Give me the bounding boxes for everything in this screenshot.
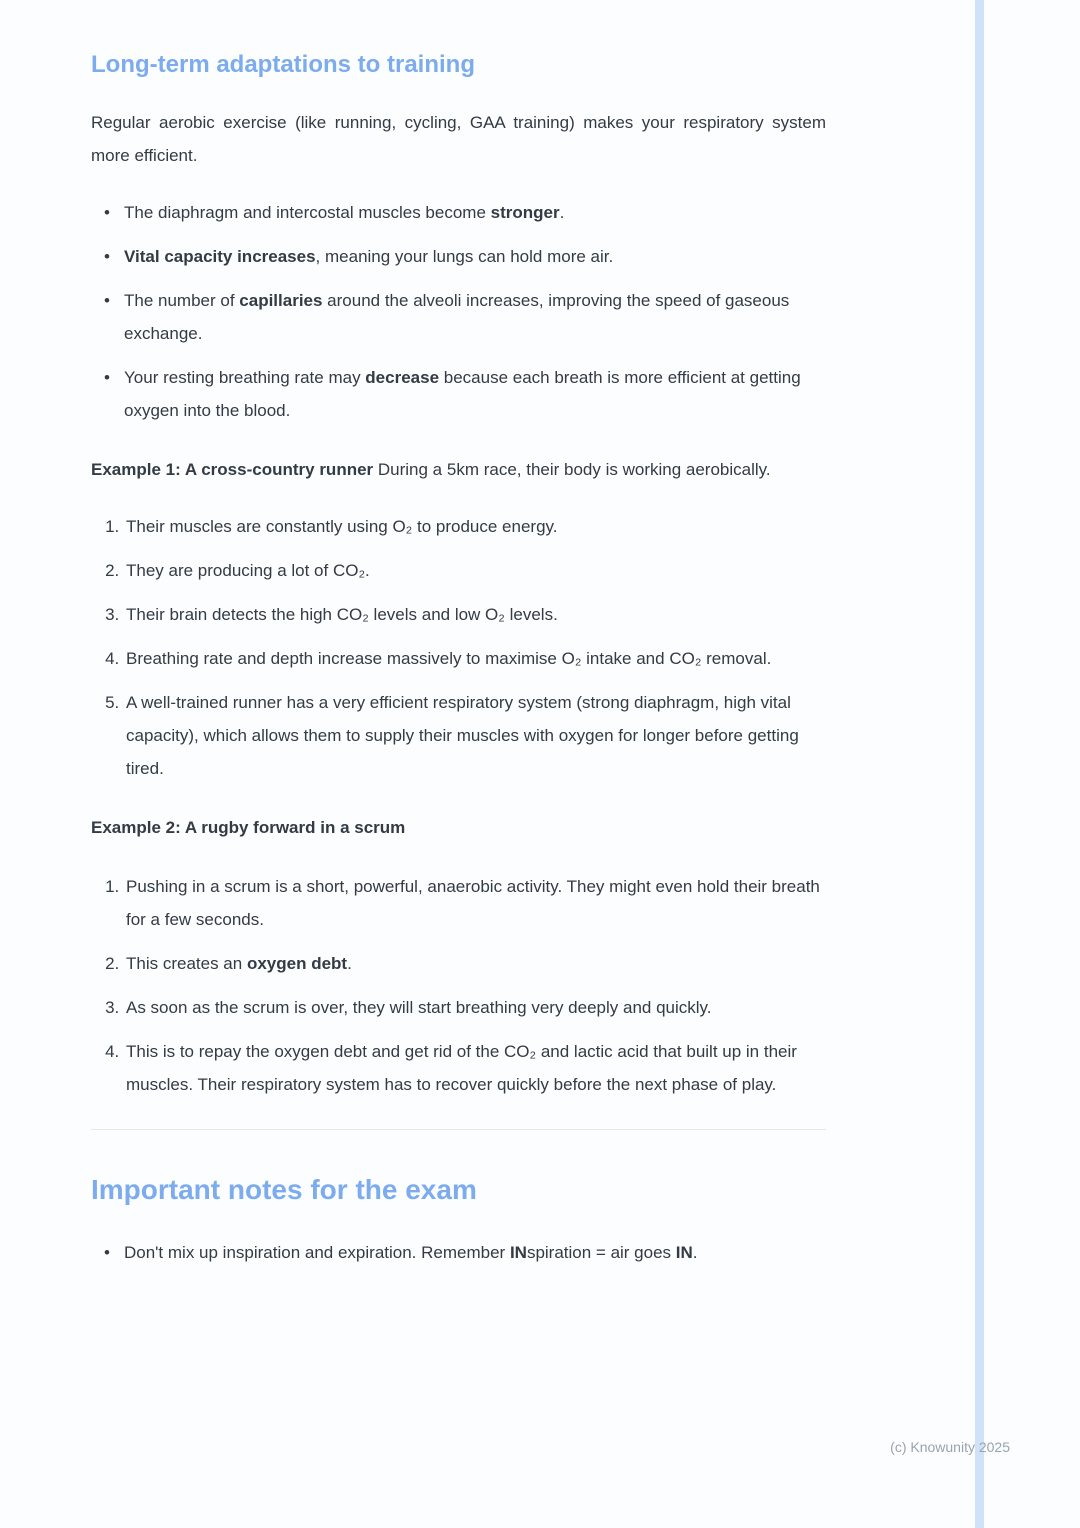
list-item: 3. Their brain detects the high CO₂ levels and low O₂ levels. — [124, 598, 826, 631]
list-item: 4. This is to repay the oxygen debt and get rid of the CO₂ and lactic acid that built up in their muscles. Their respiratory system has to recover quickly before the next phase of play. — [124, 1035, 826, 1101]
list-item: • The number of capillaries around the alveoli increases, improving the speed of gaseous exchange. — [91, 284, 826, 350]
list-item: 1. Their muscles are constantly using O₂ to produce energy. — [124, 510, 826, 543]
list-item: • Don't mix up inspiration and expiration. Remember INspiration = air goes IN. — [91, 1236, 826, 1269]
example2-heading: Example 2: A rugby forward in a scrum — [91, 818, 406, 837]
list-item: • Vital capacity increases, meaning your lungs can hold more air. — [91, 240, 826, 273]
section-heading-exam-notes: Important notes for the exam — [91, 1174, 477, 1205]
section-heading-long-term-adaptations: Long-term adaptations to training — [91, 51, 475, 78]
example2-numbered-list — [91, 870, 826, 1101]
list-item: 5. A well-trained runner has a very efficient respiratory system (strong diaphragm, high vital capacity), which allows them to supply their muscles with oxygen for longer before getting tired. — [124, 686, 826, 785]
list-item: 3. As soon as the scrum is over, they will start breathing very deeply and quickly. — [124, 991, 826, 1024]
list-item: 1. Pushing in a scrum is a short, powerful, anaerobic activity. They might even hold their breath for a few seconds. — [124, 870, 826, 936]
copyright-footer: (c) Knowunity 2025 — [890, 1439, 1010, 1455]
list-item: • The diaphragm and intercostal muscles become stronger. — [91, 196, 826, 229]
exam-notes-bullet-list — [91, 1236, 826, 1269]
list-item: • Your resting breathing rate may decrease because each breath is more efficient at getting oxygen into the blood. — [91, 361, 826, 427]
list-item: 2. This creates an oxygen debt. — [124, 947, 826, 980]
section-divider — [91, 1129, 826, 1130]
example1-paragraph: Example 1: A cross-country runner During a 5km race, their body is working aerobically. — [91, 460, 771, 479]
example1-numbered-list — [91, 510, 826, 785]
page-edge-bar — [975, 0, 984, 1528]
list-item: 2. They are producing a lot of CO₂. — [124, 554, 826, 587]
list-item: 4. Breathing rate and depth increase massively to maximise O₂ intake and CO₂ removal. — [124, 642, 826, 675]
intro-paragraph: Regular aerobic exercise (like running, cycling, GAA training) makes your respiratory system more efficient. — [91, 113, 826, 165]
adaptations-bullet-list — [91, 196, 826, 427]
